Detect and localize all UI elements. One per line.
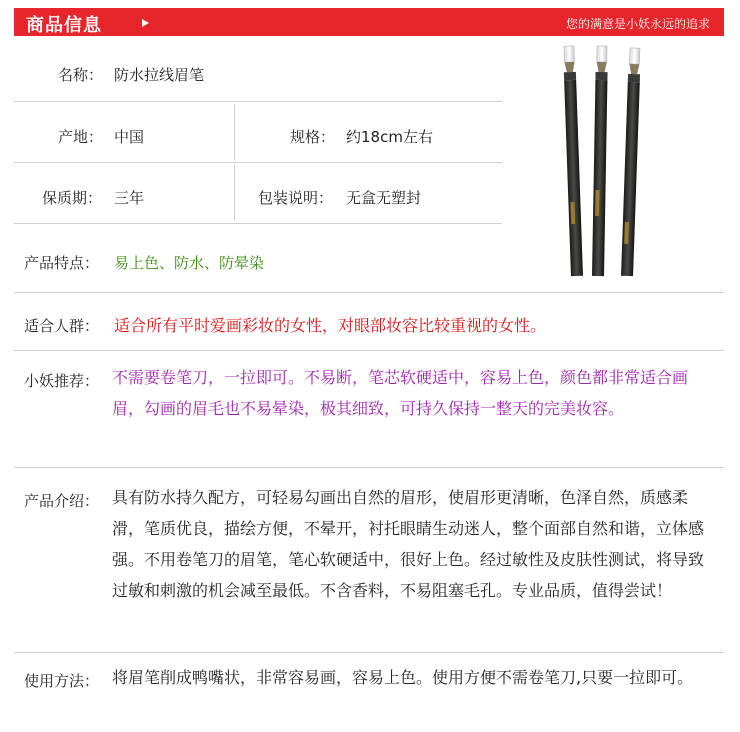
section-header (14, 8, 724, 36)
suitable-label: 适合人群： (24, 317, 100, 335)
size-label: 规格： (290, 128, 336, 146)
header-slogan: 您的满意是小妖永远的追求 (565, 17, 710, 31)
divider (14, 652, 724, 653)
shelf-life-label: 保质期： (42, 189, 103, 207)
usage-text: 将眉笔削成鸭嘴状，非常容易画，容易上色。使用方便不需卷笔刀,只要一拉即可。 (112, 668, 694, 687)
usage-label: 使用方法： (24, 672, 100, 690)
shelf-life-value: 三年 (114, 189, 145, 207)
name-value: 防水拉线眉笔 (114, 66, 205, 84)
features-value: 易上色、防水、防晕染 (114, 254, 265, 272)
name-label: 名称： (58, 66, 104, 84)
intro-text: 具有防水持久配方，可轻易勾画出自然的眉形，使眉形更清晰，色泽自然，质感柔滑，笔质优良，描绘方便，不晕开，衬托眼睛生动迷人，整个面部自然和谐，立体感强。不用卷笔刀的眉笔，笔心软硬适中，很好上色。经过敏性及皮肤性测试，将导致过敏和刺激的机会减至最低。不含香料，不易阻塞毛孔。专业品质，值得尝试！ (112, 488, 705, 600)
divider (14, 101, 502, 102)
intro-label: 产品介绍： (24, 492, 100, 510)
divider (14, 292, 724, 293)
divider (234, 104, 235, 160)
origin-label: 产地： (58, 128, 104, 146)
origin-value: 中国 (114, 128, 145, 146)
divider (14, 223, 502, 224)
eyebrow-pencils-image (545, 42, 655, 282)
divider (234, 165, 235, 221)
features-label: 产品特点： (24, 254, 100, 272)
recommend-text: 不需要卷笔刀，一拉即可。不易断，笔芯软硬适中，容易上色，颜色都非常适合画眉，勾画的眉毛也不易晕染，极其细致，可持久保持一整天的完美妆容。 (112, 368, 689, 418)
size-value: 约18cm左右 (346, 128, 433, 146)
divider (14, 350, 724, 351)
section-title: 商品信息 (26, 15, 102, 36)
divider (14, 467, 724, 468)
package-value: 无盒无塑封 (346, 189, 422, 207)
divider (14, 162, 502, 163)
recommend-label: 小妖推荐： (24, 372, 100, 390)
arrow-right-icon (142, 19, 149, 27)
package-label: 包装说明： (258, 189, 334, 207)
suitable-value: 适合所有平时爱画彩妆的女性，对眼部妆容比较重视的女性。 (114, 316, 547, 335)
